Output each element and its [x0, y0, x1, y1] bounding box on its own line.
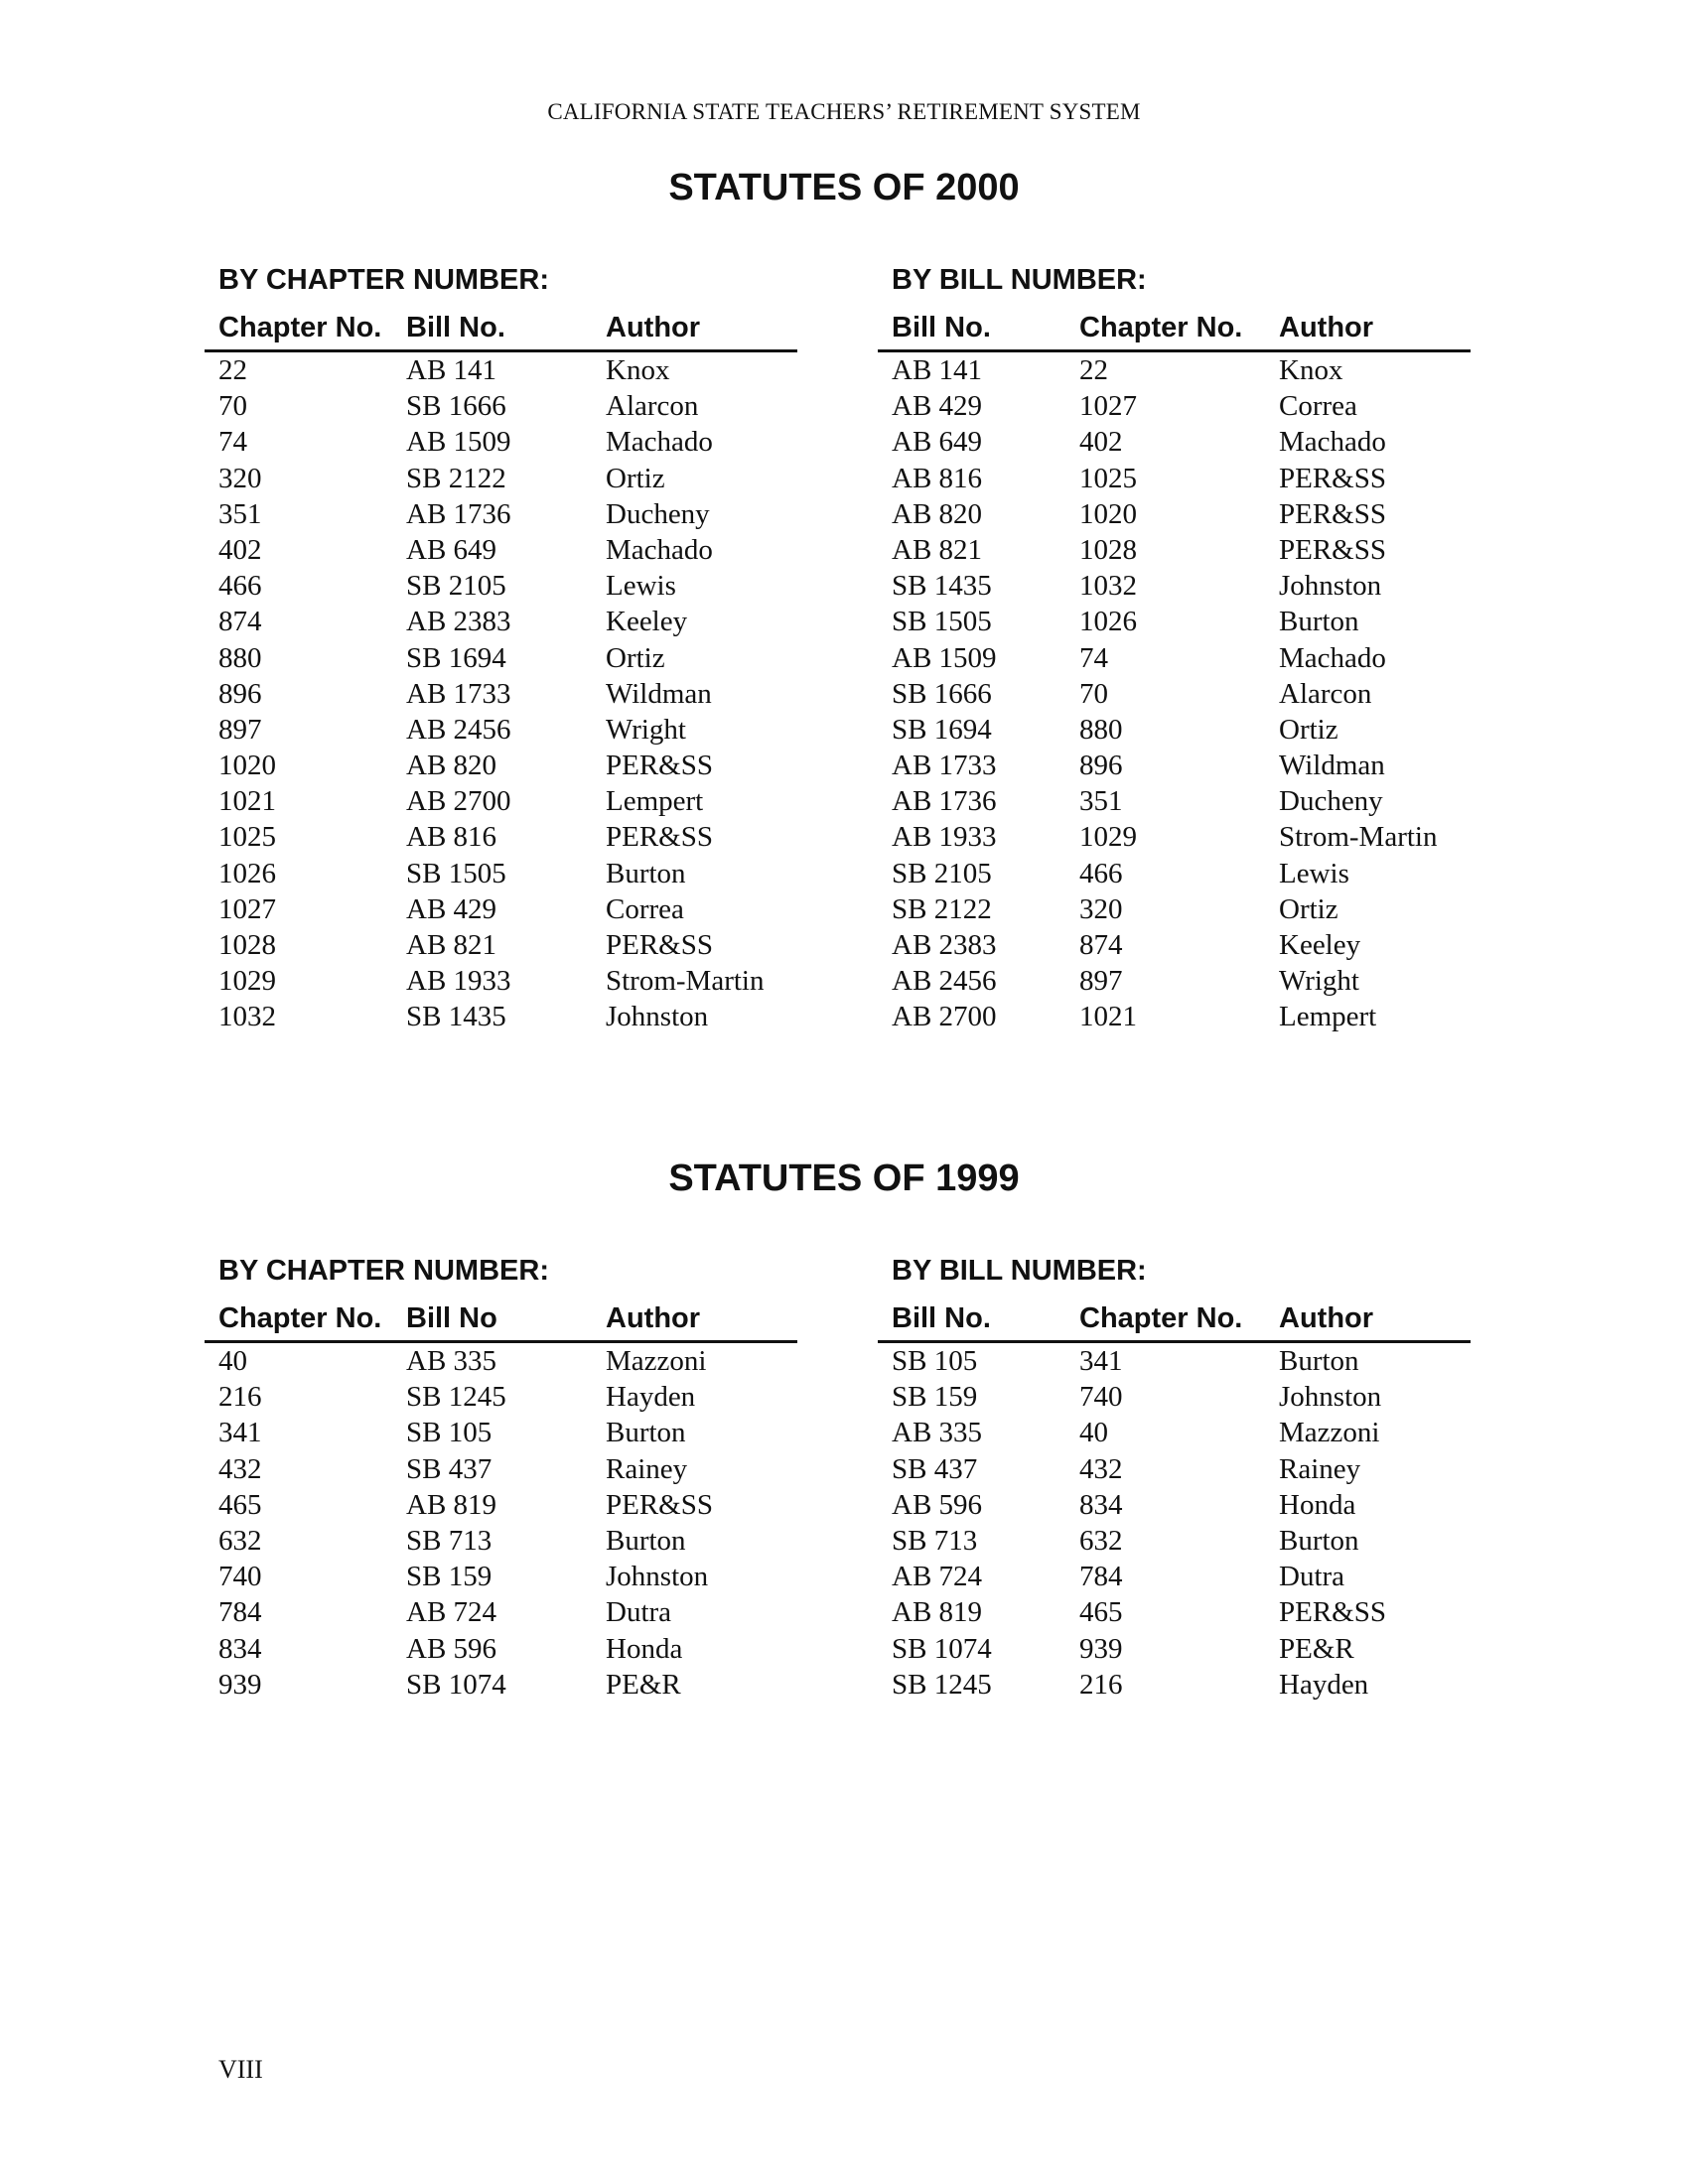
table-cell: AB 141 [892, 354, 983, 386]
table-cell: Correa [1279, 390, 1357, 423]
table-cell: 1021 [218, 785, 276, 818]
table-cell: 740 [218, 1561, 262, 1593]
column-header: Chapter No. [218, 1302, 382, 1334]
table-cell: 40 [1079, 1417, 1108, 1449]
table-cell: SB 1435 [406, 1001, 506, 1033]
table-row [878, 819, 1471, 855]
column-header: Author [606, 312, 701, 343]
table-row [878, 1379, 1471, 1415]
table-cell: Wildman [606, 677, 712, 710]
table-cell: 465 [1079, 1596, 1123, 1629]
column-header: Chapter No. [218, 312, 382, 343]
table-cell: SB 713 [406, 1524, 492, 1557]
table-cell: AB 821 [892, 533, 983, 566]
table-cell: 632 [218, 1524, 262, 1557]
table-cell: AB 819 [892, 1596, 983, 1629]
table-row [205, 1451, 797, 1487]
table-cell: 1028 [1079, 533, 1137, 566]
table-row [205, 891, 797, 927]
table-row [205, 1343, 797, 1379]
table-row [205, 819, 797, 855]
table-cell: Lempert [1279, 1001, 1377, 1033]
table-cell: 834 [218, 1632, 262, 1665]
table-cell: AB 2700 [406, 785, 511, 818]
table-cell: AB 429 [406, 892, 497, 925]
table-cell: AB 816 [406, 821, 497, 854]
table-cell: Johnston [606, 1561, 709, 1593]
table-cell: Johnston [1279, 570, 1382, 603]
table-cell: SB 2122 [892, 892, 992, 925]
table-row [205, 783, 797, 819]
table-cell: 216 [218, 1381, 262, 1414]
table-cell: Johnston [606, 1001, 709, 1033]
table-row [878, 461, 1471, 496]
table-row [878, 999, 1471, 1034]
table-cell: Rainey [606, 1452, 688, 1485]
table-cell: 1025 [218, 821, 276, 854]
table-cell: 1028 [218, 929, 276, 961]
table-row [878, 640, 1471, 676]
table-row [205, 1415, 797, 1450]
table-cell: 432 [218, 1452, 262, 1485]
table-row [205, 532, 797, 568]
table-cell: 22 [1079, 354, 1108, 386]
table-cell: 74 [1079, 641, 1108, 674]
table-row [878, 783, 1471, 819]
table-cell: SB 105 [892, 1345, 978, 1377]
table-cell: Dutra [606, 1596, 672, 1629]
table-cell: 402 [218, 533, 262, 566]
table-row [205, 1631, 797, 1667]
table-cell: SB 1694 [892, 713, 992, 746]
table-cell: PER&SS [1279, 533, 1386, 566]
table-row [878, 1523, 1471, 1559]
table-cell: PER&SS [606, 1488, 713, 1521]
table-cell: AB 1509 [406, 426, 511, 459]
table-row [878, 1667, 1471, 1703]
table-cell: Ortiz [606, 641, 665, 674]
table-cell: Ortiz [1279, 892, 1338, 925]
table-row [205, 568, 797, 604]
table-cell: PER&SS [1279, 1596, 1386, 1629]
column-header: Bill No. [892, 1302, 991, 1334]
table-cell: 784 [1079, 1561, 1123, 1593]
table-cell: 784 [218, 1596, 262, 1629]
table-cell: SB 2105 [406, 570, 506, 603]
table-cell: SB 2122 [406, 462, 506, 494]
table-cell: Burton [606, 1524, 686, 1557]
table-cell: Lewis [606, 570, 676, 603]
table-cell: Wright [606, 713, 686, 746]
table-row [205, 496, 797, 532]
table-cell: Burton [1279, 606, 1359, 638]
table-cell: 22 [218, 354, 247, 386]
table-cell: 880 [1079, 713, 1123, 746]
column-header: Chapter No. [1079, 312, 1243, 343]
table-cell: 896 [218, 677, 262, 710]
table-cell: PE&R [1279, 1632, 1354, 1665]
table-cell: Knox [1279, 354, 1343, 386]
table-cell: Johnston [1279, 1381, 1382, 1414]
table-row [878, 856, 1471, 891]
table-cell: SB 437 [406, 1452, 492, 1485]
table-cell: AB 335 [892, 1417, 983, 1449]
table-row [205, 748, 797, 783]
table-cell: SB 1505 [892, 606, 992, 638]
table-cell: Mazzoni [1279, 1417, 1380, 1449]
table-cell: 351 [218, 497, 262, 530]
table-cell: 1020 [218, 750, 276, 782]
table-cell: AB 1509 [892, 641, 997, 674]
table-cell: Ducheny [606, 497, 710, 530]
table-row [205, 1594, 797, 1630]
table-cell: Honda [1279, 1488, 1356, 1521]
section-title-2000: STATUTES OF 2000 [668, 167, 1020, 208]
table-cell: Burton [1279, 1524, 1359, 1557]
table-cell: Wildman [1279, 750, 1385, 782]
page-number: VIII [218, 2055, 263, 2084]
table-cell: SB 159 [406, 1561, 492, 1593]
table-cell: Keeley [606, 606, 688, 638]
table-cell: Wright [1279, 965, 1359, 998]
table-row [878, 352, 1471, 388]
table-row [878, 676, 1471, 712]
table-cell: AB 819 [406, 1488, 497, 1521]
table-cell: AB 649 [892, 426, 983, 459]
table-row [878, 1631, 1471, 1667]
table-cell: 1032 [1079, 570, 1137, 603]
by-bill-table-1999 [878, 1245, 1471, 1703]
table-cell: SB 1694 [406, 641, 506, 674]
table-cell: PE&R [606, 1668, 681, 1701]
table-row [878, 1487, 1471, 1523]
table-row [205, 352, 797, 388]
table-cell: AB 335 [406, 1345, 497, 1377]
table-cell: AB 1736 [406, 497, 511, 530]
section-title-1999: STATUTES OF 1999 [668, 1158, 1020, 1199]
table-cell: PER&SS [1279, 497, 1386, 530]
table-cell: AB 2383 [406, 606, 511, 638]
table-cell: Lempert [606, 785, 704, 818]
table-cell: Dutra [1279, 1561, 1345, 1593]
table-cell: AB 2456 [892, 965, 997, 998]
table-cell: Keeley [1279, 929, 1361, 961]
table-cell: 1026 [218, 857, 276, 889]
table-cell: 466 [218, 570, 262, 603]
table-cell: AB 820 [406, 750, 497, 782]
table-row [878, 496, 1471, 532]
table-cell: 1025 [1079, 462, 1137, 494]
table-cell: 320 [218, 462, 262, 494]
by-chapter-table-2000 [205, 254, 797, 1035]
column-header: Bill No. [892, 312, 991, 343]
table-cell: AB 2700 [892, 1001, 997, 1033]
table-cell: AB 820 [892, 497, 983, 530]
table-cell: SB 2105 [892, 857, 992, 889]
table-row [205, 963, 797, 999]
table-cell: SB 1666 [892, 677, 992, 710]
table-row [878, 1343, 1471, 1379]
table-cell: 1027 [218, 892, 276, 925]
table-cell: 341 [1079, 1345, 1123, 1377]
table-cell: Burton [606, 857, 686, 889]
table-heading: BY CHAPTER NUMBER: [218, 1255, 549, 1287]
table-cell: Honda [606, 1632, 683, 1665]
table-cell: AB 1736 [892, 785, 997, 818]
table-row [878, 424, 1471, 460]
table-cell: 70 [218, 390, 247, 423]
table-row [205, 1667, 797, 1703]
table-row [878, 1559, 1471, 1594]
table-cell: Mazzoni [606, 1345, 707, 1377]
column-header-row [878, 306, 1471, 352]
table-cell: AB 1933 [892, 821, 997, 854]
column-header-row [205, 306, 797, 352]
table-cell: 740 [1079, 1381, 1123, 1414]
table-cell: SB 1074 [892, 1632, 992, 1665]
table-row [205, 461, 797, 496]
table-cell: Strom-Martin [1279, 821, 1438, 854]
column-header: Chapter No. [1079, 1302, 1243, 1334]
table-cell: Correa [606, 892, 684, 925]
table-cell: AB 1933 [406, 965, 511, 998]
table-cell: SB 1245 [406, 1381, 506, 1414]
table-cell: 939 [1079, 1632, 1123, 1665]
table-cell: Lewis [1279, 857, 1349, 889]
table-cell: 897 [218, 713, 262, 746]
table-row [205, 676, 797, 712]
table-cell: SB 1245 [892, 1668, 992, 1701]
table-cell: 1032 [218, 1001, 276, 1033]
table-cell: Hayden [1279, 1668, 1369, 1701]
table-cell: AB 596 [406, 1632, 497, 1665]
table-cell: SB 713 [892, 1524, 978, 1557]
table-row [878, 963, 1471, 999]
table-cell: 466 [1079, 857, 1123, 889]
table-cell: 432 [1079, 1452, 1123, 1485]
table-row [205, 712, 797, 748]
table-cell: SB 1505 [406, 857, 506, 889]
table-cell: AB 816 [892, 462, 983, 494]
table-row [205, 1487, 797, 1523]
table-cell: Ortiz [1279, 713, 1338, 746]
table-cell: 874 [218, 606, 262, 638]
table-cell: Machado [606, 533, 713, 566]
table-row [205, 1379, 797, 1415]
table-cell: SB 1074 [406, 1668, 506, 1701]
table-cell: AB 596 [892, 1488, 983, 1521]
column-header: Bill No. [406, 312, 505, 343]
table-cell: Burton [1279, 1345, 1359, 1377]
table-cell: 320 [1079, 892, 1123, 925]
table-cell: AB 649 [406, 533, 497, 566]
table-cell: Machado [606, 426, 713, 459]
table-cell: SB 1435 [892, 570, 992, 603]
table-cell: AB 1733 [892, 750, 997, 782]
table-row [205, 856, 797, 891]
table-cell: AB 724 [892, 1561, 983, 1593]
table-row [878, 712, 1471, 748]
table-cell: 70 [1079, 677, 1108, 710]
table-cell: Alarcon [606, 390, 699, 423]
table-cell: SB 437 [892, 1452, 978, 1485]
table-row [878, 532, 1471, 568]
table-cell: 216 [1079, 1668, 1123, 1701]
table-row [205, 1523, 797, 1559]
column-header: Author [1279, 1302, 1374, 1334]
table-heading: BY BILL NUMBER: [892, 1255, 1147, 1287]
table-cell: Ducheny [1279, 785, 1383, 818]
column-header: Author [606, 1302, 701, 1334]
table-cell: Machado [1279, 641, 1386, 674]
table-cell: 465 [218, 1488, 262, 1521]
table-row [878, 1594, 1471, 1630]
table-cell: 1020 [1079, 497, 1137, 530]
table-row [878, 748, 1471, 783]
table-cell: 341 [218, 1417, 262, 1449]
table-row [205, 999, 797, 1034]
table-cell: 880 [218, 641, 262, 674]
table-cell: 897 [1079, 965, 1123, 998]
table-heading: BY BILL NUMBER: [892, 264, 1147, 296]
table-cell: Strom-Martin [606, 965, 765, 998]
table-cell: SB 1666 [406, 390, 506, 423]
table-row [205, 604, 797, 639]
table-cell: AB 821 [406, 929, 497, 961]
table-row [878, 891, 1471, 927]
table-cell: 74 [218, 426, 247, 459]
table-cell: AB 1733 [406, 677, 511, 710]
table-cell: 40 [218, 1345, 247, 1377]
table-cell: PER&SS [606, 821, 713, 854]
table-heading: BY CHAPTER NUMBER: [218, 264, 549, 296]
table-cell: PER&SS [606, 750, 713, 782]
table-cell: AB 2456 [406, 713, 511, 746]
table-cell: AB 2383 [892, 929, 997, 961]
column-header: Bill No [406, 1302, 497, 1334]
table-cell: 1029 [1079, 821, 1137, 854]
by-bill-table-2000 [878, 254, 1471, 1035]
by-chapter-table-1999 [205, 1245, 797, 1703]
table-row [205, 640, 797, 676]
table-cell: 834 [1079, 1488, 1123, 1521]
table-cell: Machado [1279, 426, 1386, 459]
document-header: CALIFORNIA STATE TEACHERS’ RETIREMENT SYSTEM [547, 99, 1141, 124]
table-cell: AB 141 [406, 354, 497, 386]
table-cell: Ortiz [606, 462, 665, 494]
table-cell: 402 [1079, 426, 1123, 459]
table-cell: AB 429 [892, 390, 983, 423]
table-cell: 939 [218, 1668, 262, 1701]
table-cell: Rainey [1279, 1452, 1361, 1485]
table-row [205, 424, 797, 460]
table-row [878, 388, 1471, 424]
table-cell: SB 159 [892, 1381, 978, 1414]
table-cell: Hayden [606, 1381, 696, 1414]
table-cell: Burton [606, 1417, 686, 1449]
table-row [878, 1451, 1471, 1487]
table-cell: Knox [606, 354, 670, 386]
table-row [205, 927, 797, 963]
table-cell: AB 724 [406, 1596, 497, 1629]
table-cell: 874 [1079, 929, 1123, 961]
column-header-row [878, 1297, 1471, 1343]
table-row [878, 568, 1471, 604]
table-cell: 896 [1079, 750, 1123, 782]
column-header: Author [1279, 312, 1374, 343]
table-cell: 1029 [218, 965, 276, 998]
table-cell: 632 [1079, 1524, 1123, 1557]
table-cell: PER&SS [606, 929, 713, 961]
table-cell: 1027 [1079, 390, 1137, 423]
table-row [878, 1415, 1471, 1450]
table-row [205, 1559, 797, 1594]
column-header-row [205, 1297, 797, 1343]
table-row [878, 604, 1471, 639]
table-row [205, 388, 797, 424]
table-cell: Alarcon [1279, 677, 1372, 710]
table-cell: 351 [1079, 785, 1123, 818]
table-cell: 1026 [1079, 606, 1137, 638]
table-cell: PER&SS [1279, 462, 1386, 494]
table-cell: SB 105 [406, 1417, 492, 1449]
table-row [878, 927, 1471, 963]
table-cell: 1021 [1079, 1001, 1137, 1033]
